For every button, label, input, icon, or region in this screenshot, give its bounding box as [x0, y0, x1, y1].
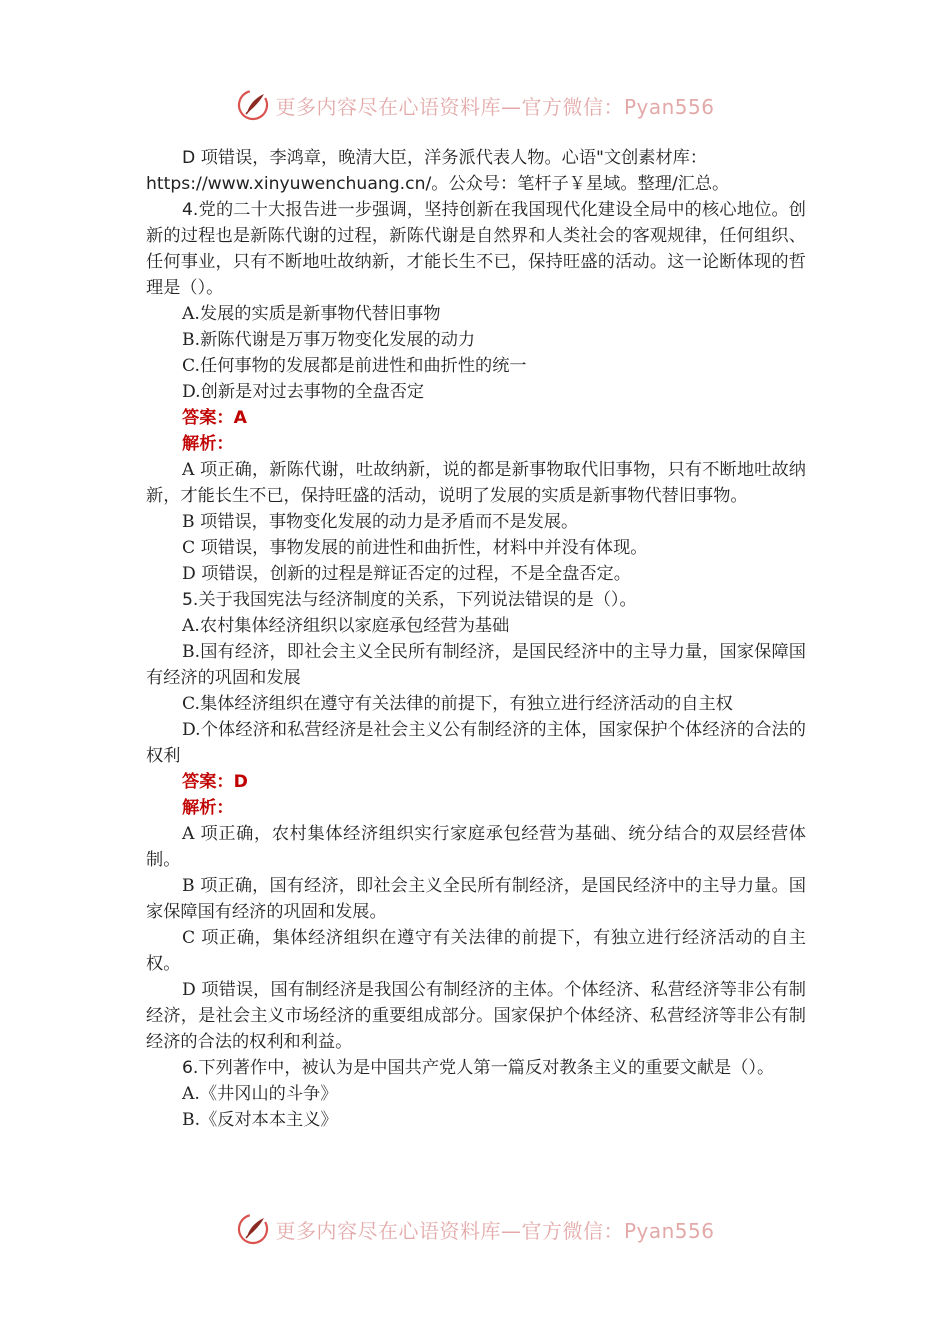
question-4-analysis-a: A 项正确，新陈代谢，吐故纳新，说的都是新事物取代旧事物，只有不断地吐故纳新，才能长生不已，保持旺盛的活动，说明了发展的实质是新事物代替旧事物。: [146, 460, 806, 506]
footer-banner: [0, 1207, 950, 1251]
feather-pen-logo-icon: [235, 1211, 271, 1247]
question-4-analysis-label: 解析：: [182, 434, 234, 454]
question-4-option-d: D.创新是对过去事物的全盘否定: [182, 382, 425, 402]
feather-pen-logo-icon: [235, 87, 271, 123]
question-4-analysis-d: D 项错误，创新的过程是辩证否定的过程，不是全盘否定。: [182, 564, 631, 584]
question-4-option-b: B.新陈代谢是万事万物变化发展的动力: [182, 330, 476, 350]
banner-text: 更多内容尽在心语资料库—官方微信：Pyan556: [275, 1218, 715, 1243]
question-4-option-a: A.发展的实质是新事物代替旧事物: [182, 304, 441, 324]
question-4-stem: 4.党的二十大报告进一步强调，坚持创新在我国现代化建设全局中的核心地位。创新的过程也是新陈代谢的过程，新陈代谢是自然界和人类社会的客观规律，任何组织、任何事业，只有不断地吐故纳新，才能长生不已，保持旺盛的活动。这一论断体现的哲理是（）。: [146, 200, 806, 298]
question-5-analysis-b: B 项正确，国有经济，即社会主义全民所有制经济，是国民经济中的主导力量。国家保障国有经济的巩固和发展。: [146, 876, 806, 922]
question-5-analysis-label: 解析：: [182, 798, 234, 818]
question-4-answer: 答案：A: [182, 408, 247, 428]
question-5-stem: 5.关于我国宪法与经济制度的关系，下列说法错误的是（）。: [182, 590, 637, 610]
question-5-analysis-c: C 项正确，集体经济组织在遵守有关法律的前提下，有独立进行经济活动的自主权。: [146, 928, 806, 974]
question-5-answer: 答案：D: [182, 772, 248, 792]
question-5-option-d: D.个体经济和私营经济是社会主义公有制经济的主体，国家保护个体经济的合法的权利: [146, 720, 806, 766]
question-5-option-b: B.国有经济，即社会主义全民所有制经济，是国民经济中的主导力量，国家保障国有经济的巩固和发展: [146, 642, 806, 688]
banner-text: 更多内容尽在心语资料库—官方微信：Pyan556: [275, 94, 715, 119]
question-4-analysis-b: B 项错误，事物变化发展的动力是矛盾而不是发展。: [182, 512, 579, 532]
intro-url-line: https://www.xinyuwenchuang.cn/。公众号：笔杆子￥星域。整理/汇总。: [146, 174, 730, 194]
question-5-analysis-d: D 项错误，国有制经济是我国公有制经济的主体。个体经济、私营经济等非公有制经济，是社会主义市场经济的重要组成部分。国家保护个体经济、私营经济等非公有制经济的合法的权利和利益。: [146, 980, 806, 1052]
question-6-option-b: B.《反对本本主义》: [182, 1110, 338, 1130]
question-5-option-c: C.集体经济组织在遵守有关法律的前提下，有独立进行经济活动的自主权: [182, 694, 733, 714]
question-5-analysis-a: A 项正确，农村集体经济组织实行家庭承包经营为基础、统分结合的双层经营体制。: [146, 824, 806, 870]
question-6-stem: 6.下列著作中，被认为是中国共产党人第一篇反对教条主义的重要文献是（）。: [182, 1058, 775, 1078]
question-6-option-a: A.《井冈山的斗争》: [182, 1084, 338, 1104]
header-banner: [0, 83, 950, 127]
question-4-analysis-c: C 项错误，事物发展的前进性和曲折性，材料中并没有体现。: [182, 538, 648, 558]
question-5-option-a: A.农村集体经济组织以家庭承包经营为基础: [182, 616, 510, 636]
intro-line: D 项错误，李鸿章，晚清大臣，洋务派代表人物。心语"文创素材库：: [182, 148, 708, 168]
document-body: [146, 145, 806, 1133]
question-4-option-c: C.任何事物的发展都是前进性和曲折性的统一: [182, 356, 527, 376]
